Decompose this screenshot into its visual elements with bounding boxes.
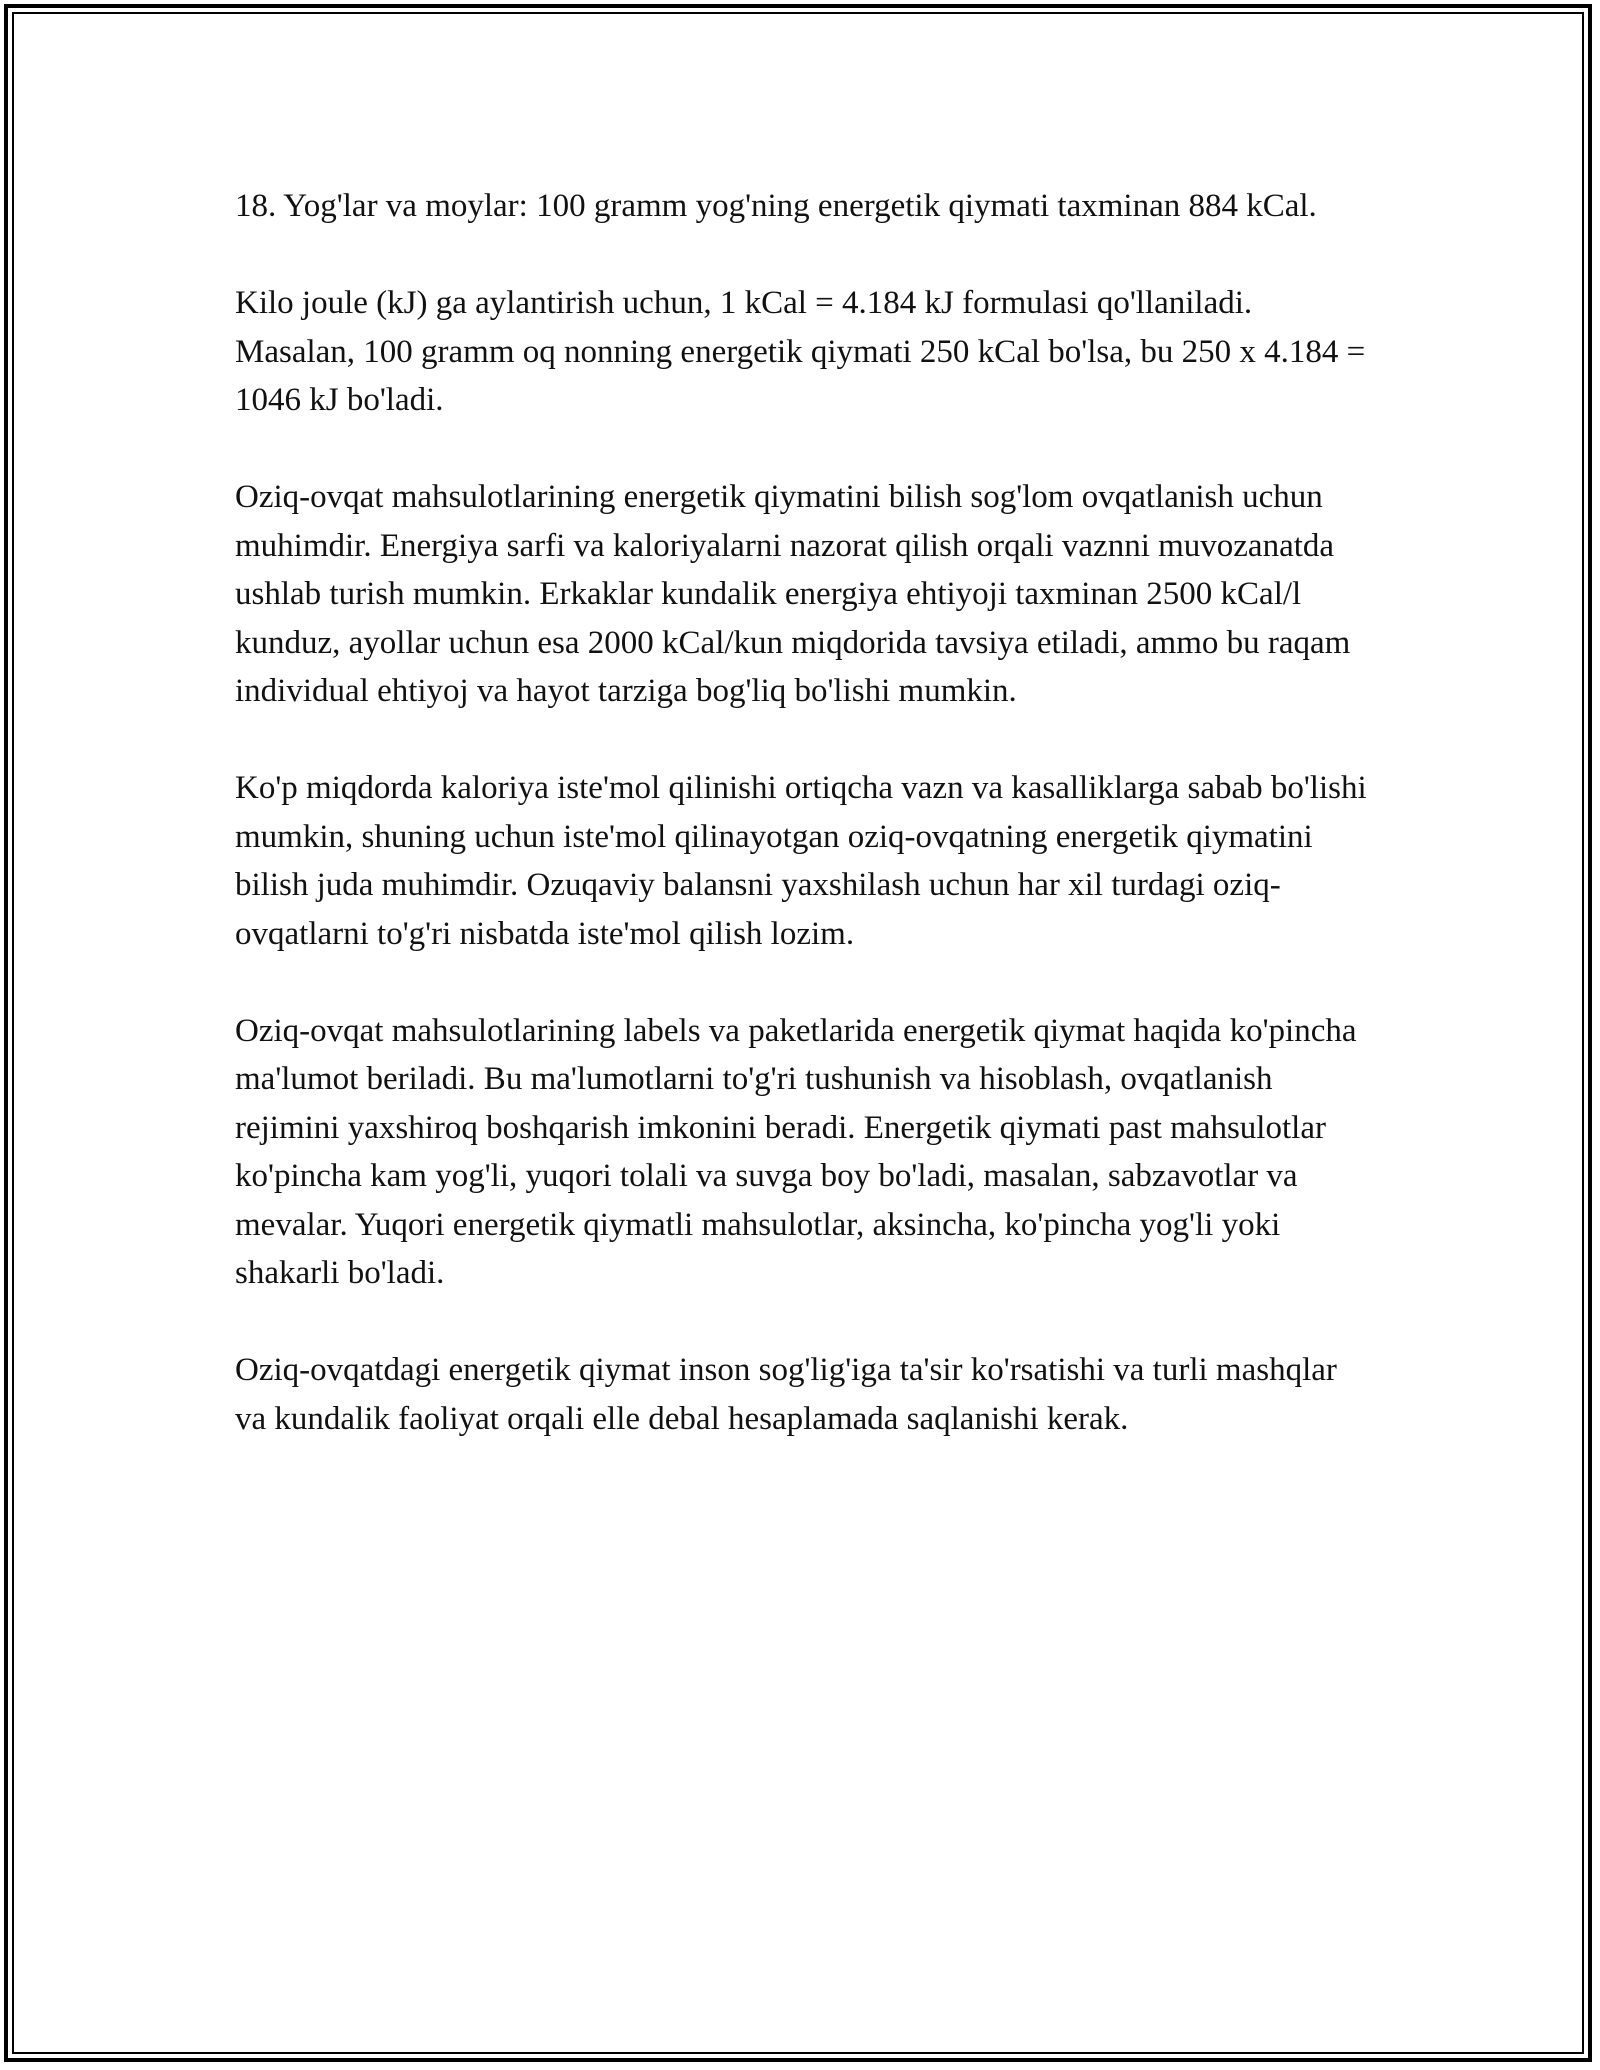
document-body [235,182,1375,1492]
paragraph-calorie-excess: Ko'p miqdorda kaloriya iste'mol qilinishi ortiqcha vazn va kasalliklarga sabab bo'lishi mumkin, shuning uchun iste'mol qilinayotgan oziq-ovqatning energetik qiymatini bilish juda muhimdir. Ozuqaviy balansni yaxshilash uchun har xil turdagi oziq-ovqatlarni to'g'ri nisbatda iste'mol qilish lozim. [235,770,1367,952]
paragraph-kj-conversion: Kilo joule (kJ) ga aylantirish uchun, 1 kCal = 4.184 kJ formulasi qo'llaniladi. Masalan, 100 gramm oq nonning energetik qiymati 250 kCal bo'lsa, bu 250 x 4.184 = 1046 kJ bo'ladi. [235,285,1366,418]
paragraph-fats-oils: 18. Yog'lar va moylar: 100 gramm yog'ning energetik qiymati taxminan 884 kCal. [235,188,1317,224]
paragraph-healthy-eating: Oziq-ovqat mahsulotlarining energetik qiymatini bilish sog'lom ovqatlanish uchun muhimdir. Energiya sarfi va kaloriyalarni nazorat qilish orqali vaznni muvozanatda ushlab turish mumkin. Erkaklar kundalik energiya ehtiyoji taxminan 2500 kCal/l kunduz, ayollar uchun esa 2000 kCal/kun miqdorida tavsiya etiladi, ammo bu raqam individual ehtiyoj va hayot tarziga bog'liq bo'lishi mumkin. [235,479,1351,709]
paragraph-conclusion: Oziq-ovqatdagi energetik qiymat inson sog'lig'iga ta'sir ko'rsatishi va turli mashqlar va kundalik faoliyat orqali elle debal hesaplamada saqlanishi kerak. [235,1352,1337,1437]
paragraph-food-labels: Oziq-ovqat mahsulotlarining labels va paketlarida energetik qiymat haqida ko'pincha ma'lumot beriladi. Bu ma'lumotlarni to'g'ri tushunish va hisoblash, ovqatlanish rejimini yaxshiroq boshqarish imkonini beradi. Energetik qiymati past mahsulotlar ko'pincha kam yog'li, yuqori tolali va suvga boy bo'ladi, masalan, sabzavotlar va mevalar. Yuqori energetik qiymatli mahsulotlar, aksincha, ko'pincha yog'li yoki shakarli bo'ladi. [235,1012,1357,1291]
